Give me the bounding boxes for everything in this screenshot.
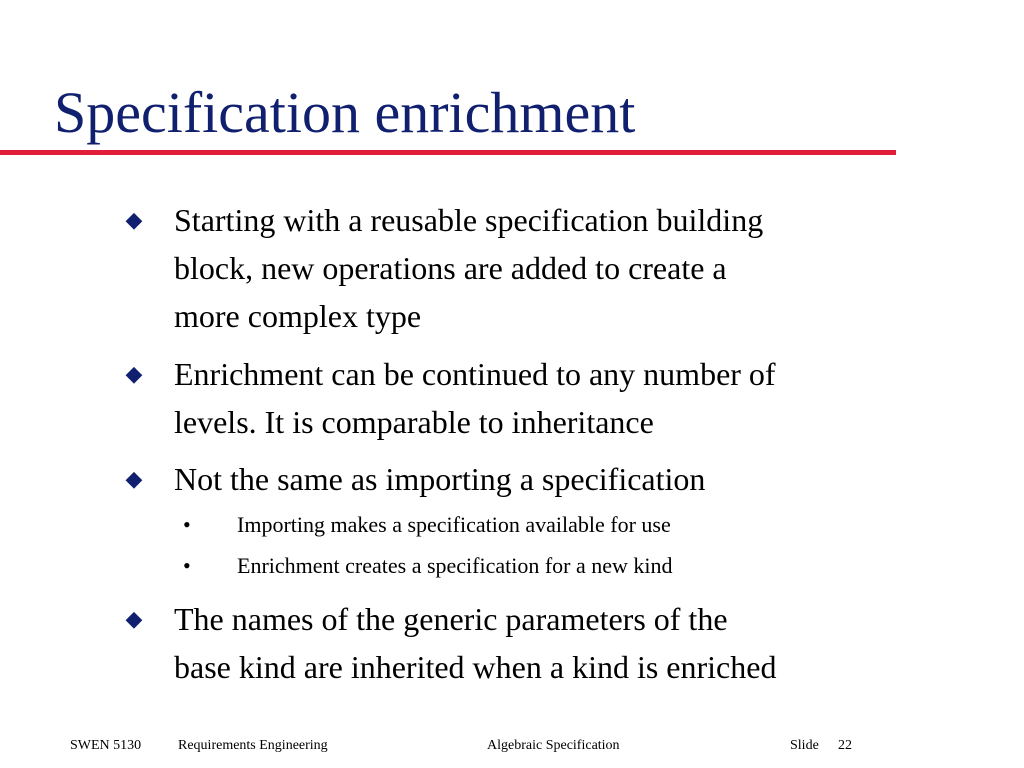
footer-slide-label: Slide xyxy=(790,738,819,753)
footer-topic: Algebraic Specification xyxy=(487,738,620,753)
bullet-line: more complex type xyxy=(174,298,422,334)
bullet-line: Not the same as importing a specification xyxy=(174,461,706,497)
footer-course-title: Requirements Engineering xyxy=(178,738,328,753)
bullet-line: levels. It is comparable to inheritance xyxy=(174,404,654,440)
title-underline xyxy=(0,150,896,155)
bullet-text xyxy=(174,595,954,691)
bullet-line: base kind are inherited when a kind is enriched xyxy=(174,649,777,685)
bullet-text xyxy=(174,196,954,340)
bullet-text xyxy=(174,455,954,503)
footer-slide-number: 22 xyxy=(838,738,852,753)
bullet-line: block, new operations are added to create a xyxy=(174,250,727,286)
bullet-line: The names of the generic parameters of the xyxy=(174,601,728,637)
diamond-icon: ◆ xyxy=(125,466,143,491)
slide-title: Specification enrichment xyxy=(54,80,636,145)
sub-bullet-marker: • xyxy=(183,512,191,537)
diamond-icon: ◆ xyxy=(125,361,143,386)
diamond-icon: ◆ xyxy=(125,207,143,232)
sub-bullet-text: Importing makes a specification available for use xyxy=(237,512,671,537)
bullet-line: Starting with a reusable specification building xyxy=(174,202,764,238)
bullet-line: Enrichment can be continued to any number of xyxy=(174,356,776,392)
sub-bullet-marker: • xyxy=(183,553,191,578)
sub-bullet-text: Enrichment creates a specification for a new kind xyxy=(237,553,673,578)
bullet-text xyxy=(174,350,954,446)
footer-course-code: SWEN 5130 xyxy=(70,738,142,753)
diamond-icon: ◆ xyxy=(125,606,143,631)
